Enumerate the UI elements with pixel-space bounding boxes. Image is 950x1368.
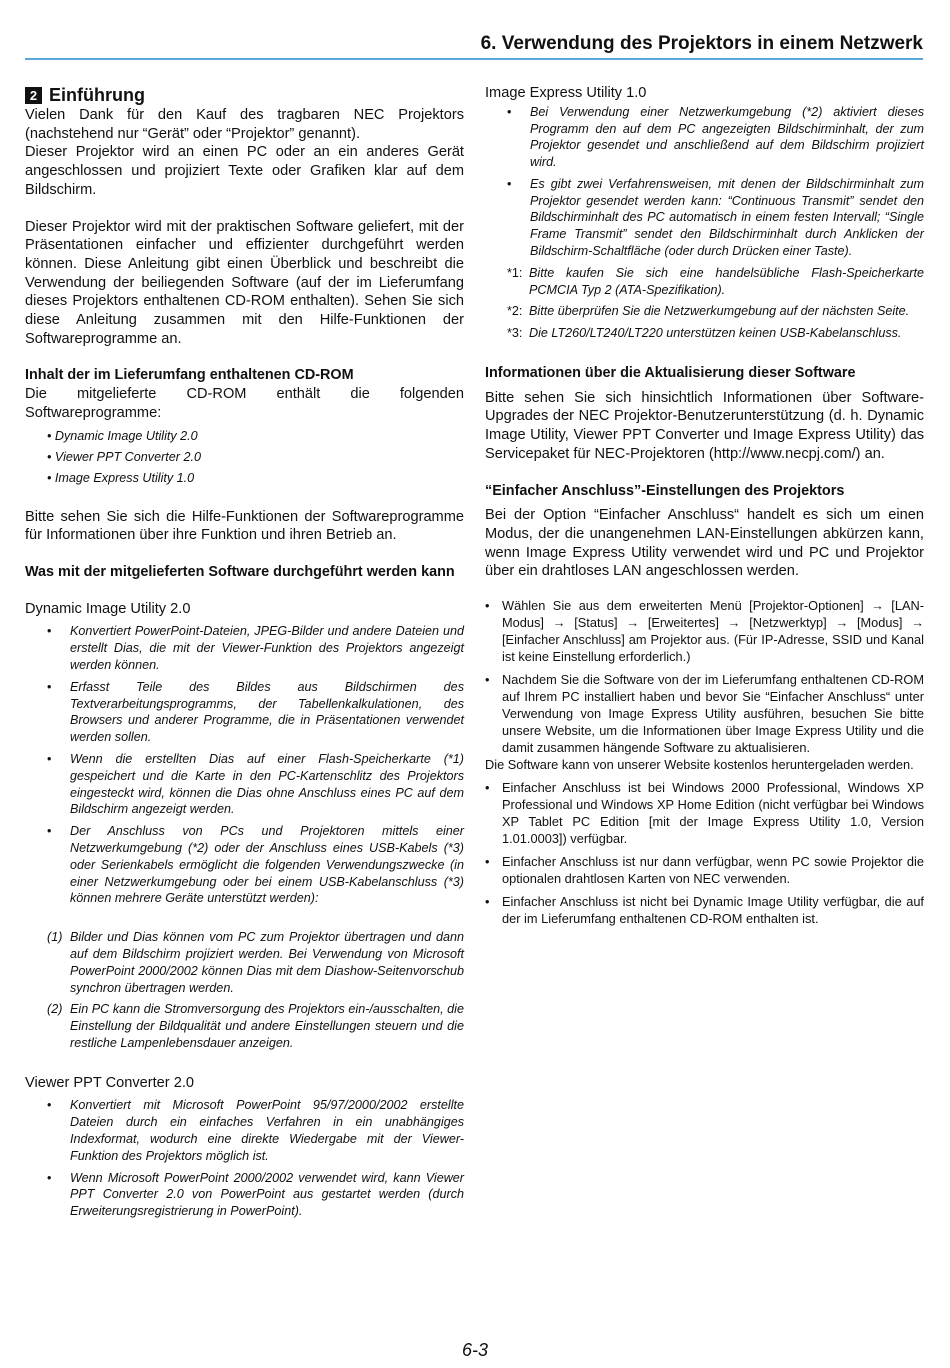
dynamic-utility-bullets <box>25 623 464 907</box>
contents-heading: Inhalt der im Lieferumfang enthaltenen CD-ROM <box>25 367 354 384</box>
express-utility-bullets <box>485 104 924 260</box>
numbered-item: (1) Bilder und Dias können vom PC zum Projektor übertragen und dann auf dem Bildschirm projiziert werden. Bei Verwendung von Microsoft PowerPoint 2000/2002 können Dias mit dem Diashow-Seitenvorschub synchron übertragen werden. <box>47 930 464 995</box>
section-title: Einführung <box>49 85 145 105</box>
software-list <box>25 429 464 486</box>
features-heading: Was mit der mitgelieferten Software durchgeführt werden kann <box>25 563 455 580</box>
update-paragraph: Bitte sehen Sie sich hinsichtlich Informationen über Software-Upgrades der NEC Projektor-Benutzerunterstützung (d. h. Dynamic Image Utility, Viewer PPT Converter und Image Express Utility) das Servicepaket für NEC-Projektoren (http://www.necpj.com/) an. <box>485 389 924 462</box>
list-item: • Nachdem Sie die Software von der im Lieferumfang enthaltenen CD-ROM auf Ihrem PC installiert haben und bevor Sie “Einfacher Anschluss“ unter Verwendung von Image Express Utility ausführen, besuchen Sie bitte unsere Website, um die Informationen über Image Express Utility und die damit zusammen hängende Software zu aktualisieren. <box>485 672 924 756</box>
easy-connection-heading: “Einfacher Anschluss”-Einstellungen des Projektors <box>485 482 845 499</box>
easy-connection-paragraph: Bei der Option “Einfacher Anschluss“ handelt es sich um einen Modus, der die unangenehmen LAN-Einstellungen abkürzen kann, wenn Image Express Utility verwendet wird und PC und Projektor über ein drahtloses LAN angeschlossen werden. <box>485 507 924 580</box>
help-paragraph: Bitte sehen Sie sich die Hilfe-Funktionen der Softwareprogramme für Informationen über ihre Funktion und ihren Betrieb an. <box>25 508 464 544</box>
section-heading <box>25 84 464 106</box>
section-number-badge: 2 <box>25 87 42 104</box>
viewer-converter-bullets <box>25 1097 464 1220</box>
right-column <box>485 84 924 927</box>
easy-connection-bullets-more <box>485 779 924 927</box>
list-item: • Wenn die erstellten Dias auf einer Flash-Speicherkarte (*1) gespeichert und die Karte in den PC-Kartenschlitz des Projektors eingesteckt wird, können die Dias ohne Anschluss eines PC auf dem Bildschirm angezeigt werden. <box>47 751 464 817</box>
list-item: • Einfacher Anschluss ist bei Windows 2000 Professional, Windows XP Professional und Windows XP Home Edition (nicht verfügbar bei Windows XP Tablet PC Edition [mit der Image Express Utility 1.0, Version 1.01.0003]) verfügbar. <box>485 780 924 847</box>
software-item: • Image Express Utility 1.0 <box>47 470 195 485</box>
footnote: *2: Bitte überprüfen Sie die Netzwerkumgebung auf der nächsten Seite. <box>507 304 910 319</box>
easy-connection-bullets <box>485 597 924 756</box>
page-number: 6-3 <box>461 1340 488 1360</box>
list-item: • Es gibt zwei Verfahrensweisen, mit denen der Bildschirminhalt zum Projektor gesendet werden kann: “Continuous Transmit” sendet den Bildschirminhalt des PC automatisch in einem festen Intervall; “Single Frame Transmit” sendet den Bildschirminhalt durch Anklicken der Bildschirm-Schaltfläche (oder durch Drücken einer Taste). <box>507 176 924 259</box>
dynamic-utility-numbered <box>25 929 464 1052</box>
list-item: • Der Anschluss von PCs und Projektoren mittels einer Netzwerkumgebung (*2) oder der Anschluss eines USB-Kabels (*3) oder Serienkabels ermöglicht die folgenden Verwendungszwecke (in einer Netzwerkumgebung oder bei einem USB-Kabelanschluss (*3) können mehrere Geräte unterstützt werden): <box>47 824 464 906</box>
list-item: • Wählen Sie aus dem erweiterten Menü [Projektor-Optionen] → [LAN-Modus] → [Status] → [Erweitertes] → [Netzwerktyp] → [Modus] → [Einfacher Anschluss] am Projektor aus. (Für IP-Adresse, SSID und Kanal ist keine Einstellung erforderlich.) <box>485 598 924 665</box>
list-item: • Einfacher Anschluss ist nur dann verfügbar, wenn PC sowie Projektor die optionalen drahtlosen Karten von NEC verwenden. <box>485 854 924 887</box>
update-heading: Informationen über die Aktualisierung dieser Software <box>485 365 856 382</box>
dynamic-utility-name: Dynamic Image Utility 2.0 <box>25 600 191 617</box>
left-column <box>25 84 464 1220</box>
software-item: • Viewer PPT Converter 2.0 <box>47 449 201 464</box>
contents-text: Die mitgelieferte CD-ROM enthält die folgenden Softwareprogramme: <box>25 386 464 421</box>
list-item: • Konvertiert mit Microsoft PowerPoint 95/97/2000/2002 erstellte Dateien durch ein einfaches Verfahren in ein unabhängiges Indexformat, wodurch eine direkte Wiedergabe mit der Viewer-Funktion des Projektors möglich ist. <box>47 1098 464 1163</box>
list-item: • Wenn Microsoft PowerPoint 2000/2002 verwendet wird, kann Viewer PPT Converter 2.0 von PowerPoint aus gestartet werden (durch Erweiterungsregistrierung in PowerPoint). <box>47 1170 464 1219</box>
page-header <box>25 30 923 60</box>
footnote: *3: Die LT260/LT240/LT220 unterstützen keinen USB-Kabelanschluss. <box>507 326 902 341</box>
numbered-item: (2) Ein PC kann die Stromversorgung des Projektors ein-/ausschalten, die Einstellung der Bildqualität und andere Einstellungen steuern und die restliche Lampenlebensdauer anzeigen. <box>47 1002 464 1050</box>
list-item: • Erfasst Teile des Bildes aus Bildschirmen des Textverarbeitungsprogramms, der Tabellenkalkulationen, des Browsers und anderer Programme, die in Präsentationen verwendet werden sollen. <box>47 679 464 745</box>
footnotes <box>485 265 924 342</box>
list-item: • Konvertiert PowerPoint-Dateien, JPEG-Bilder und andere Dateien und erstellt Dias, die mit der Viewer-Funktion des Projektors angezeigt werden können. <box>47 624 464 672</box>
software-item: • Dynamic Image Utility 2.0 <box>47 428 198 443</box>
intro-paragraph-3: Dieser Projektor wird mit der praktischen Software geliefert, mit der Präsentationen einfacher und effizienter durchgeführt werden können. Diese Anleitung gibt einen Überblick und beschreibt die Verwendung der beiliegenden Software (auf der im Lieferumfang dieses Projektors enthaltenen CD-ROM enthalten). Sehen Sie sich diese Anleitung zusammen mit den Hilfe-Funktionen der Softwareprogramme an. <box>25 218 464 347</box>
express-utility-name: Image Express Utility 1.0 <box>485 85 647 101</box>
viewer-converter-name: Viewer PPT Converter 2.0 <box>25 1074 194 1091</box>
list-item: • Bei Verwendung einer Netzwerkumgebung (*2) aktiviert dieses Programm den auf dem PC angezeigten Bildschirminhalt, der zum Projektor gesendet und anschließend auf dem Bildschirm projiziert wird. <box>507 104 924 170</box>
download-note: Die Software kann von unserer Website kostenlos heruntergeladen werden. <box>485 757 914 773</box>
chapter-title: 6. Verwendung des Projektors in einem Netzwerk <box>480 33 923 54</box>
footnote: *1: Bitte kaufen Sie sich eine handelsübliche Flash-Speicherkarte PCMCIA Typ 2 (ATA-Spezifikation). <box>507 265 924 297</box>
intro-paragraph-1: Vielen Dank für den Kauf des tragbaren NEC Projektors (nachstehend nur “Gerät” oder “Projektor” genannt). <box>25 107 464 142</box>
intro-paragraph-2: Dieser Projektor wird an einen PC oder an ein anderes Gerät angeschlossen und projiziert Texte oder Grafiken klar auf dem Bildschirm. <box>25 144 464 198</box>
list-item: • Einfacher Anschluss ist nicht bei Dynamic Image Utility verfügbar, die auf der im Lieferumfang enthaltenen CD-ROM enthalten ist. <box>485 894 924 927</box>
